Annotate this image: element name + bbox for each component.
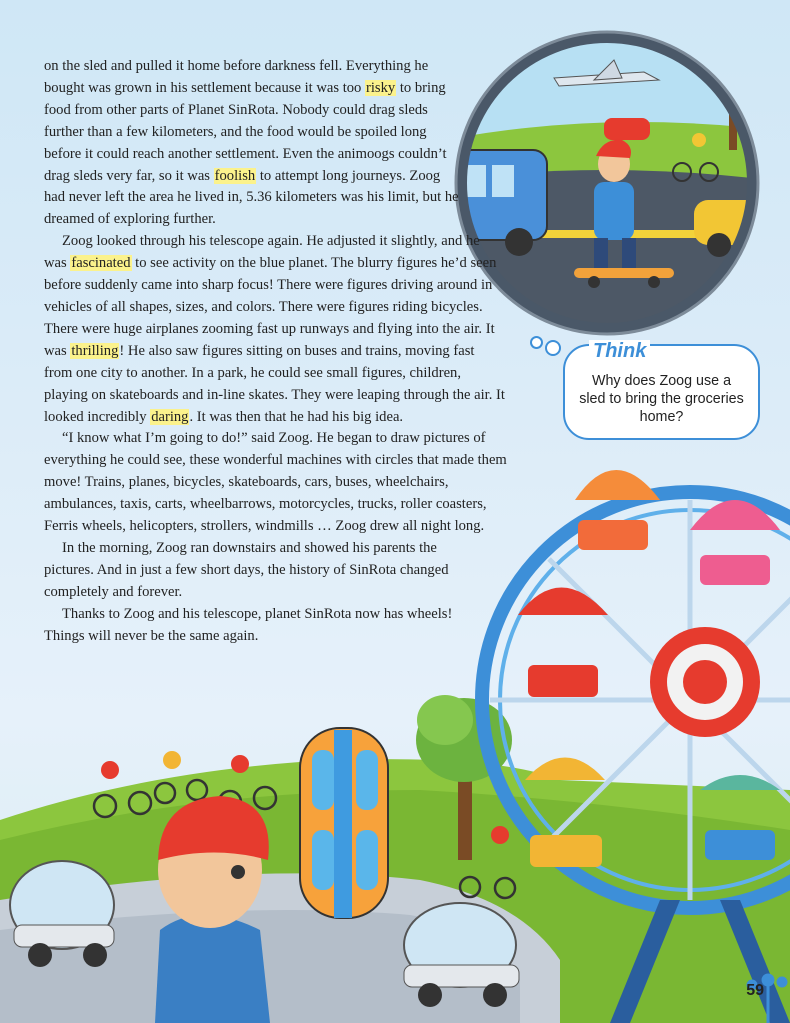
thought-dot — [530, 336, 543, 349]
paragraph-3: “I know what I’m going to do!” said Zoog. He began to draw pictures of everything he could see, these wonderful machines with circles that made them move! Trains, planes, bicycles, skateboards, cars, buses, wheelchairs, ambulances, taxis, carts, wheelbarrows, motorcycles, trucks, roller coasters, Ferris wheels, helicopters, strollers, windmills … Zoog drew all night long. — [44, 430, 507, 535]
text-run: to bring food from other parts of Planet SinRota. Nobody could drag sleds further than a few kilometers, and the food would be spoiled long before it could reach another settlement. Even the animoogs couldn’t drag sleds very far, so it was — [44, 79, 447, 184]
vocab-word-foolish: foolish — [214, 167, 256, 184]
text-run: on the sled and pulled it home before darkness fell. Everything he bought was grown in his settlement because it was too — [44, 58, 429, 96]
text-run: ! He also saw figures sitting on buses and trains, moving fast from one city to another. In a park, he could see small figures, children, playing on skateboards and in-line skates. They were leaping through the air. It looked incredibly — [44, 342, 505, 425]
thought-dot — [545, 340, 561, 356]
text-run: . It was then that he had his big idea. — [189, 408, 404, 425]
think-question: Why does Zoog use a sled to bring the groceries home? — [579, 373, 744, 425]
vocab-word-daring: daring — [151, 408, 189, 425]
story-text — [44, 56, 514, 647]
vocab-word-fascinated: fascinated — [71, 255, 131, 272]
page-number: 59 — [746, 982, 764, 999]
paragraph-1 — [44, 56, 459, 231]
text-run: Zoog looked through his telescope again. He adjusted it slightly, and he was — [44, 233, 480, 272]
paragraph-2 — [44, 231, 506, 428]
think-title: Think — [589, 340, 650, 363]
text-run: to attempt long journeys. Zoog had never left the area he lived in, 5.36 kilometers was his limit, but he dreamed of exploring further. — [44, 167, 459, 228]
vocab-word-thrilling: thrilling — [71, 342, 119, 359]
vocab-word-risky: risky — [366, 79, 396, 96]
paragraph-4: In the morning, Zoog ran downstairs and showed his parents the pictures. And in just a few short days, the history of SinRota changed completely and forever. — [44, 539, 449, 600]
text-run: to see activity on the blue planet. The blurry figures he’d seen before suddenly came into sharp focus! There were figures driving around in vehicles of all shapes, sizes, and colors. There were figures riding bicycles. There were huge airplanes zooming fast up runways and flying into the air. It was — [44, 255, 497, 359]
paragraph-5: Thanks to Zoog and his telescope, planet SinRota now has wheels! Things will never be the same again. — [44, 605, 453, 644]
think-box — [563, 340, 760, 440]
